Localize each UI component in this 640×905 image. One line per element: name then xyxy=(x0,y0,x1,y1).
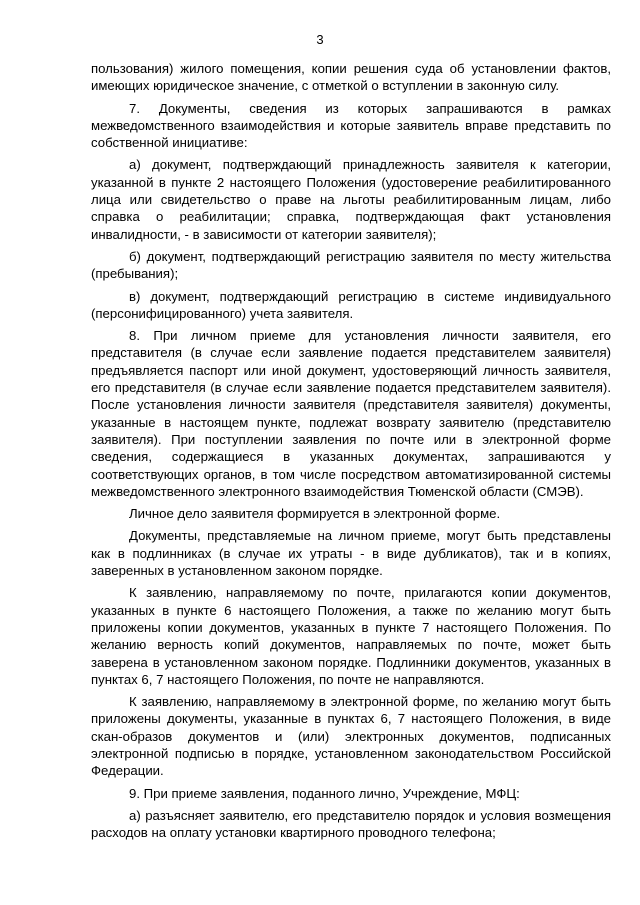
paragraph-item-8: 8. При личном приеме для установления личности заявителя, его представителя (в случае если заявление подается представителем заявителя) предъявляется паспорт или иной документ, удостоверяющий личность заявителя, его представителя (в случае если заявление подается представителем заявителя). После установления личности заявителя (представителя заявителя) документы, указанные в настоящем пункте, подлежат возврату заявителю (представителю заявителя). При поступлении заявления по почте или в электронной форме сведения, содержащиеся в указанных документах, запрашиваются у соответствующих органов, в том числе посредством автоматизированной системы межведомственного электронного взаимодействия Тюменской области (СМЭВ). xyxy=(91,328,611,499)
paragraph-item-7: 7. Документы, сведения из которых запрашиваются в рамках межведомственного взаимодействия и которые заявитель вправе представить по собственной инициативе: xyxy=(91,100,611,151)
paragraph-continuation: пользования) жилого помещения, копии решения суда об установлении фактов, имеющих юридическое значение, с отметкой о вступлении в законную силу. xyxy=(91,61,611,94)
paragraph-electronic-application: К заявлению, направляемому в электронной форме, по желанию могут быть приложены документы, указанные в пунктах 6, 7 настоящего Положения, в виде скан-образов документов и (или) электронных документов, подписанных электронной подписью в порядке, установленном законодательством Российской Федерации. xyxy=(91,694,611,779)
paragraph-item-7a: а) документ, подтверждающий принадлежность заявителя к категории, указанной в пункте 2 настоящего Положения (удостоверение реабилитированного лица или свидетельство о праве на льготы реабилитированным лицам, либо справка о реабилитации; справка, подтверждающая факт установления инвалидности, - в зависимости от категории заявителя); xyxy=(91,157,611,242)
paragraph-item-7v: в) документ, подтверждающий регистрацию в системе индивидуального (персонифицированного) учета заявителя. xyxy=(91,288,611,321)
paragraph-item-9: 9. При приеме заявления, поданного лично, Учреждение, МФЦ: xyxy=(129,785,520,801)
document-body xyxy=(91,60,611,846)
paragraph-mail-application: К заявлению, направляемому по почте, прилагаются копии документов, указанных в пункте 6 настоящего Положения, а также по желанию могут быть приложены копии документов, указанных в пункте 7 настоящего Положения. По желанию верность копий документов, направляемых по почте, может быть заверена в установленном законом порядке. Подлинники документов, указанных в пунктах 6, 7 настоящего Положения, по почте не направляются. xyxy=(91,585,611,687)
paragraph-documents-presented: Документы, представляемые на личном приеме, могут быть представлены как в подлинниках (в случае их утраты - в виде дубликатов), так и в копиях, заверенных в установленном законом порядке. xyxy=(91,528,611,579)
page-number: 3 xyxy=(316,32,324,47)
paragraph-item-7b: б) документ, подтверждающий регистрацию заявителя по месту жительства (пребывания); xyxy=(91,248,611,282)
paragraph-item-9a: а) разъясняет заявителю, его представителю порядок и условия возмещения расходов на оплату установки квартирного проводного телефона; xyxy=(91,807,611,841)
paragraph-personal-file: Личное дело заявителя формируется в электронной форме. xyxy=(129,506,501,522)
